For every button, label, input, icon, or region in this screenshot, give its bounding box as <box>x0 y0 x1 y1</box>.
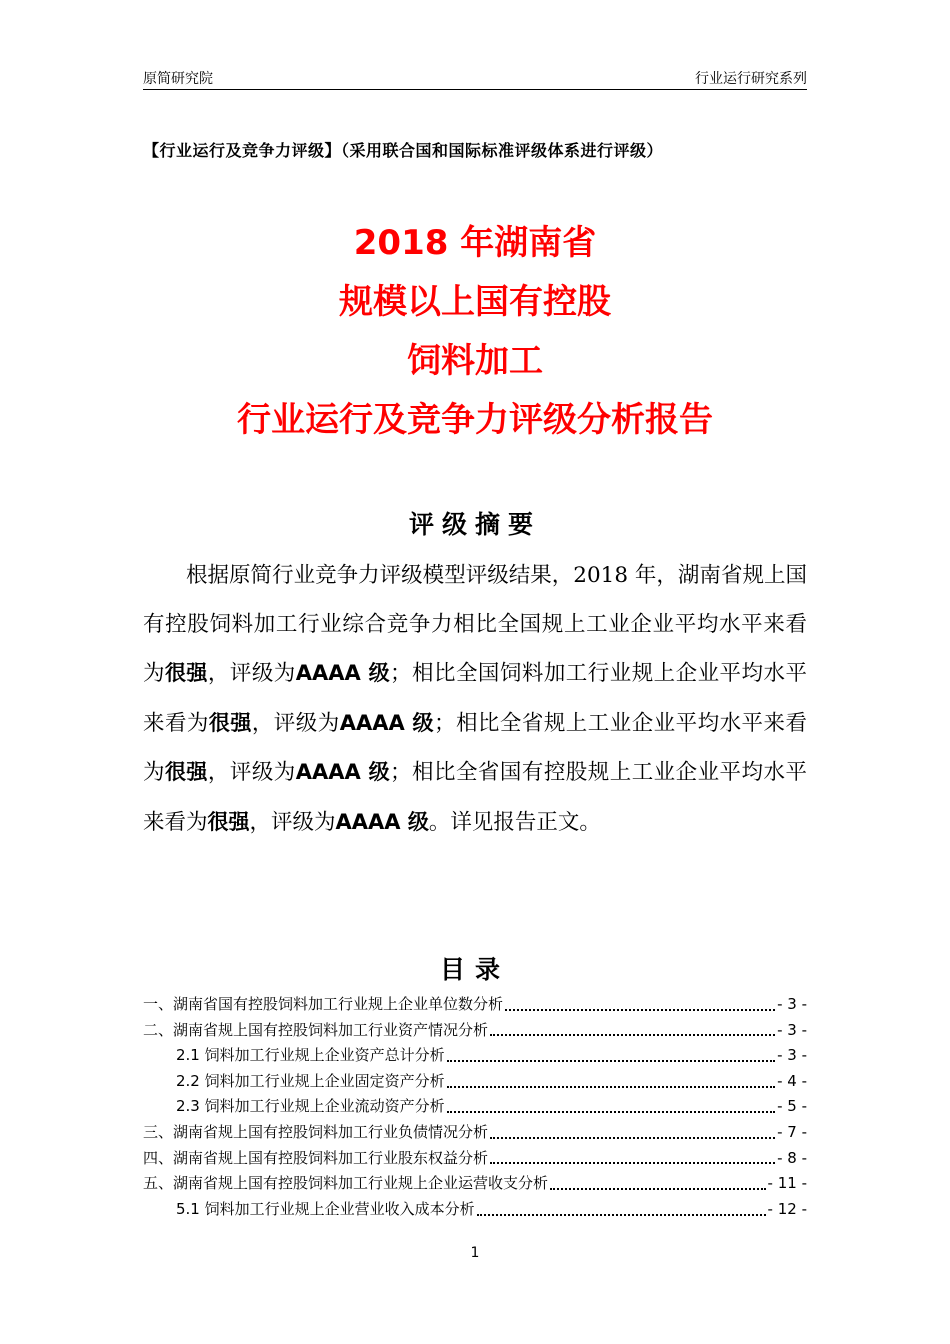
toc-leader-dots <box>477 1214 766 1216</box>
summary-grade: AAAA 级 <box>295 760 391 784</box>
toc-subitem[interactable] <box>143 1043 807 1069</box>
toc-item-label: 三、湖南省规上国有控股饲料加工行业负债情况分析 <box>143 1122 489 1141</box>
page-header <box>143 64 807 90</box>
header-right-series: 行业运行研究系列 <box>695 71 807 87</box>
summary-grade: AAAA 级 <box>295 661 391 685</box>
table-of-contents <box>143 992 807 1222</box>
summary-paragraph <box>143 552 807 847</box>
title-line-2: 规模以上国有控股 <box>339 282 611 322</box>
summary-text: ，评级为 <box>207 661 296 686</box>
toc-item-page: - 4 - <box>777 1071 807 1090</box>
summary-strong: 很强 <box>164 661 208 685</box>
toc-leader-dots <box>447 1086 775 1088</box>
toc-heading: 目录 <box>439 955 510 984</box>
toc-item-label: 5.1 饲料加工行业规上企业营业收入成本分析 <box>176 1199 475 1218</box>
toc-item-page: - 5 - <box>777 1097 807 1116</box>
summary-strong: 很强 <box>164 760 208 784</box>
toc-item-label: 四、湖南省规上国有控股饲料加工行业股东权益分析 <box>143 1148 489 1167</box>
page-number: 1 <box>470 1245 480 1261</box>
toc-leader-dots <box>447 1060 775 1062</box>
toc-item-label: 2.2 饲料加工行业规上企业固定资产分析 <box>176 1071 445 1090</box>
toc-leader-dots <box>490 1137 775 1139</box>
summary-text: ，评级为 <box>249 809 336 835</box>
toc-leader-dots <box>490 1034 775 1036</box>
header-left-org: 原简研究院 <box>143 71 213 87</box>
toc-subitem[interactable] <box>143 1094 807 1120</box>
summary-strong: 很强 <box>207 809 250 834</box>
report-title <box>0 214 950 450</box>
toc-subitem[interactable] <box>143 1069 807 1095</box>
toc-item-page: - 3 - <box>777 1046 807 1065</box>
summary-grade: AAAA 级 <box>335 809 429 834</box>
summary-text: ，评级为 <box>207 760 296 785</box>
summary-text: ；相比全国饲料加工行业规上企业平均水平来看为 <box>143 661 807 736</box>
title-line-1: 2018 年湖南省 <box>353 223 597 263</box>
toc-item[interactable] <box>143 1146 807 1172</box>
toc-item-label: 二、湖南省规上国有控股饲料加工行业资产情况分析 <box>143 1020 489 1039</box>
toc-item[interactable] <box>143 1171 807 1197</box>
summary-text: ；相比全省规上工业企业平均水平来看为 <box>143 710 807 785</box>
title-line-4: 行业运行及竞争力评级分析报告 <box>237 400 713 440</box>
toc-item-label: 2.1 饲料加工行业规上企业资产总计分析 <box>176 1046 445 1065</box>
title-line-3: 饲料加工 <box>407 341 543 381</box>
summary-text: ；相比全省国有控股规上工业企业平均水平来看为 <box>143 760 807 835</box>
toc-item[interactable] <box>143 1120 807 1146</box>
toc-leader-dots <box>490 1162 775 1164</box>
toc-item-label: 五、湖南省规上国有控股饲料加工行业规上企业运营收支分析 <box>143 1174 549 1193</box>
toc-item-label: 一、湖南省国有控股饲料加工行业规上企业单位数分析 <box>143 995 504 1013</box>
toc-item[interactable] <box>143 992 807 1018</box>
summary-strong: 很强 <box>208 710 252 735</box>
toc-leader-dots <box>447 1111 775 1113</box>
toc-item-page: - 7 - <box>777 1122 807 1141</box>
toc-item-page: - 3 - <box>777 1020 807 1039</box>
toc-item-page: - 11 - <box>767 1174 807 1193</box>
toc-leader-dots <box>550 1188 766 1190</box>
toc-leader-dots <box>505 1009 775 1011</box>
toc-item-page: - 3 - <box>777 995 807 1013</box>
summary-heading: 评级摘要 <box>408 510 541 539</box>
summary-text: 。详见报告正文。 <box>428 809 601 835</box>
toc-item-label: 2.3 饲料加工行业规上企业流动资产分析 <box>176 1097 445 1116</box>
toc-subitem[interactable] <box>143 1197 807 1223</box>
summary-text: 根据原简行业竞争力评级模型评级结果，2018 年，湖南省规上国有控股饲料加工行业综合竞争力相比全国规上工业企业平均水平来看为 <box>143 563 807 686</box>
toc-item[interactable] <box>143 1018 807 1044</box>
rating-tag: 【行业运行及竞争力评级】（采用联合国和国际标准评级体系进行评级） <box>143 141 664 160</box>
toc-item-page: - 8 - <box>777 1148 807 1167</box>
summary-text: ，评级为 <box>251 710 340 736</box>
toc-item-page: - 12 - <box>767 1199 807 1218</box>
summary-grade: AAAA 级 <box>339 710 434 735</box>
